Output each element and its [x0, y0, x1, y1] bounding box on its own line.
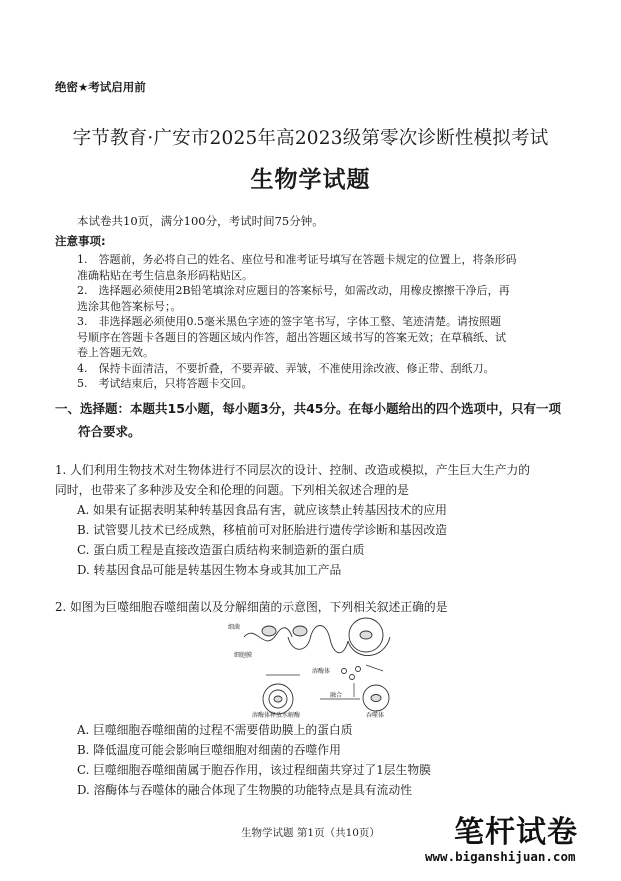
question-1-stem-cont: 同时，也带来了多种涉及安全和伦理的问题。下列相关叙述合理的是 — [55, 483, 409, 497]
question-2-stem: 2. 如图为巨噬细胞吞噬细菌以及分解细菌的示意图，下列相关叙述正确的是 — [55, 600, 448, 614]
lysosome-small-3 — [356, 667, 361, 672]
note-line: 2. 选择题必须使用2B铅笔填涂对应题目的答案标号，如需改动，用橡皮擦擦干净后，再 — [77, 284, 510, 297]
section-heading-cont: 符合要求。 — [78, 424, 141, 439]
bacterium-2 — [293, 626, 307, 636]
exam-title: 字节教育·广安市2025年高2023级第零次诊断性模拟考试 — [72, 128, 549, 149]
question-1-option-c: C. 蛋白质工程是直接改造蛋白质结构来制造新的蛋白质 — [77, 543, 365, 557]
question-1-option-b: B. 试管婴儿技术已经成熟，移植前可对胚胎进行遗传学诊断和基因改造 — [77, 523, 448, 537]
note-line: 3. 非选择题必须使用0.5毫米黑色字迹的签字笔书写，字体工整、笔迹清楚。请按照题 — [77, 315, 501, 328]
note-line: 选涂其他答案标号；。 — [77, 300, 182, 313]
notes-heading: 注意事项: — [55, 234, 106, 248]
note-line: 4. 保持卡面清洁，不要折叠，不要弄破、弄皱，不准使用涂改液、修正带、刮纸刀。 — [77, 362, 495, 375]
lysosome-small-2 — [350, 675, 355, 680]
label-release: 溶酶体释放水解酶 — [252, 712, 301, 719]
note-line: 1. 答题前，务必将自己的姓名、座位号和准考证号填写在答题卡规定的位置上，将条形码 — [77, 253, 517, 266]
note-line: 准确粘贴在考生信息条形码粘贴区。 — [77, 269, 253, 282]
note-line: 卷上答题无效。 — [77, 346, 154, 359]
bacterium-3 — [360, 631, 372, 639]
label-cell-membrane: 细胞膜 — [234, 652, 253, 659]
question-2-option-b: B. 降低温度可能会影响巨噬细胞对细菌的吞噬作用 — [77, 743, 341, 757]
confidential-label: 绝密★考试启用前 — [55, 80, 146, 94]
label-fusion: 融合 — [330, 692, 343, 699]
page-footer: 生物学试题 第1页（共10页） — [241, 827, 380, 839]
cell-membrane-3 — [330, 639, 348, 653]
label-phagosome: 吞噬体 — [366, 712, 385, 719]
question-2-option-c: C. 巨噬细胞吞噬细菌属于胞吞作用，该过程细菌共穿过了1层生物膜 — [77, 763, 431, 777]
exam-intro: 本试卷共10页，满分100分，考试时间75分钟。 — [77, 214, 324, 228]
lysosome-small-1 — [342, 669, 347, 674]
note-line: 号顺序在答题卡各题目的答题区域内作答，超出答题区域书写的答案无效；在草稿纸、试 — [77, 331, 506, 344]
label-bacteria: 细菌 — [228, 624, 241, 631]
bacterium-1 — [262, 626, 276, 636]
section-heading: 一、选择题：本题共15小题，每小题3分，共45分。在每小题给出的四个选项中，只有一项 — [55, 401, 561, 416]
watermark-url: www.biganshijuan.com — [425, 849, 576, 864]
question-1-option-a: A. 如果有证据表明某种转基因食品有害，就应该禁止转基因技术的应用 — [77, 503, 447, 517]
watermark-title: 笔杆试卷 — [454, 815, 578, 850]
cell-membrane-4 — [348, 637, 390, 656]
question-1-stem: 1. 人们利用生物技术对生物体进行不同层次的设计、控制、改造或模拟，产生巨大生产力的 — [55, 463, 531, 477]
bacterium-5 — [274, 696, 282, 702]
subject-title: 生物学试题 — [250, 167, 371, 193]
question-1-option-d: D. 转基因食品可能是转基因生物本身或其加工产品 — [77, 563, 342, 577]
arrow-1 — [366, 665, 383, 671]
phagocytosis-diagram — [226, 613, 422, 719]
note-line: 5. 考试结束后，只将答题卡交回。 — [77, 377, 253, 390]
question-2-option-d: D. 溶酶体与吞噬体的融合体现了生物膜的功能特点是具有流动性 — [77, 783, 413, 797]
question-2-option-a: A. 巨噬细胞吞噬细菌的过程不需要借助膜上的蛋白质 — [77, 723, 353, 737]
bacterium-4 — [371, 695, 381, 702]
label-lysosome: 溶酶体 — [312, 668, 331, 675]
